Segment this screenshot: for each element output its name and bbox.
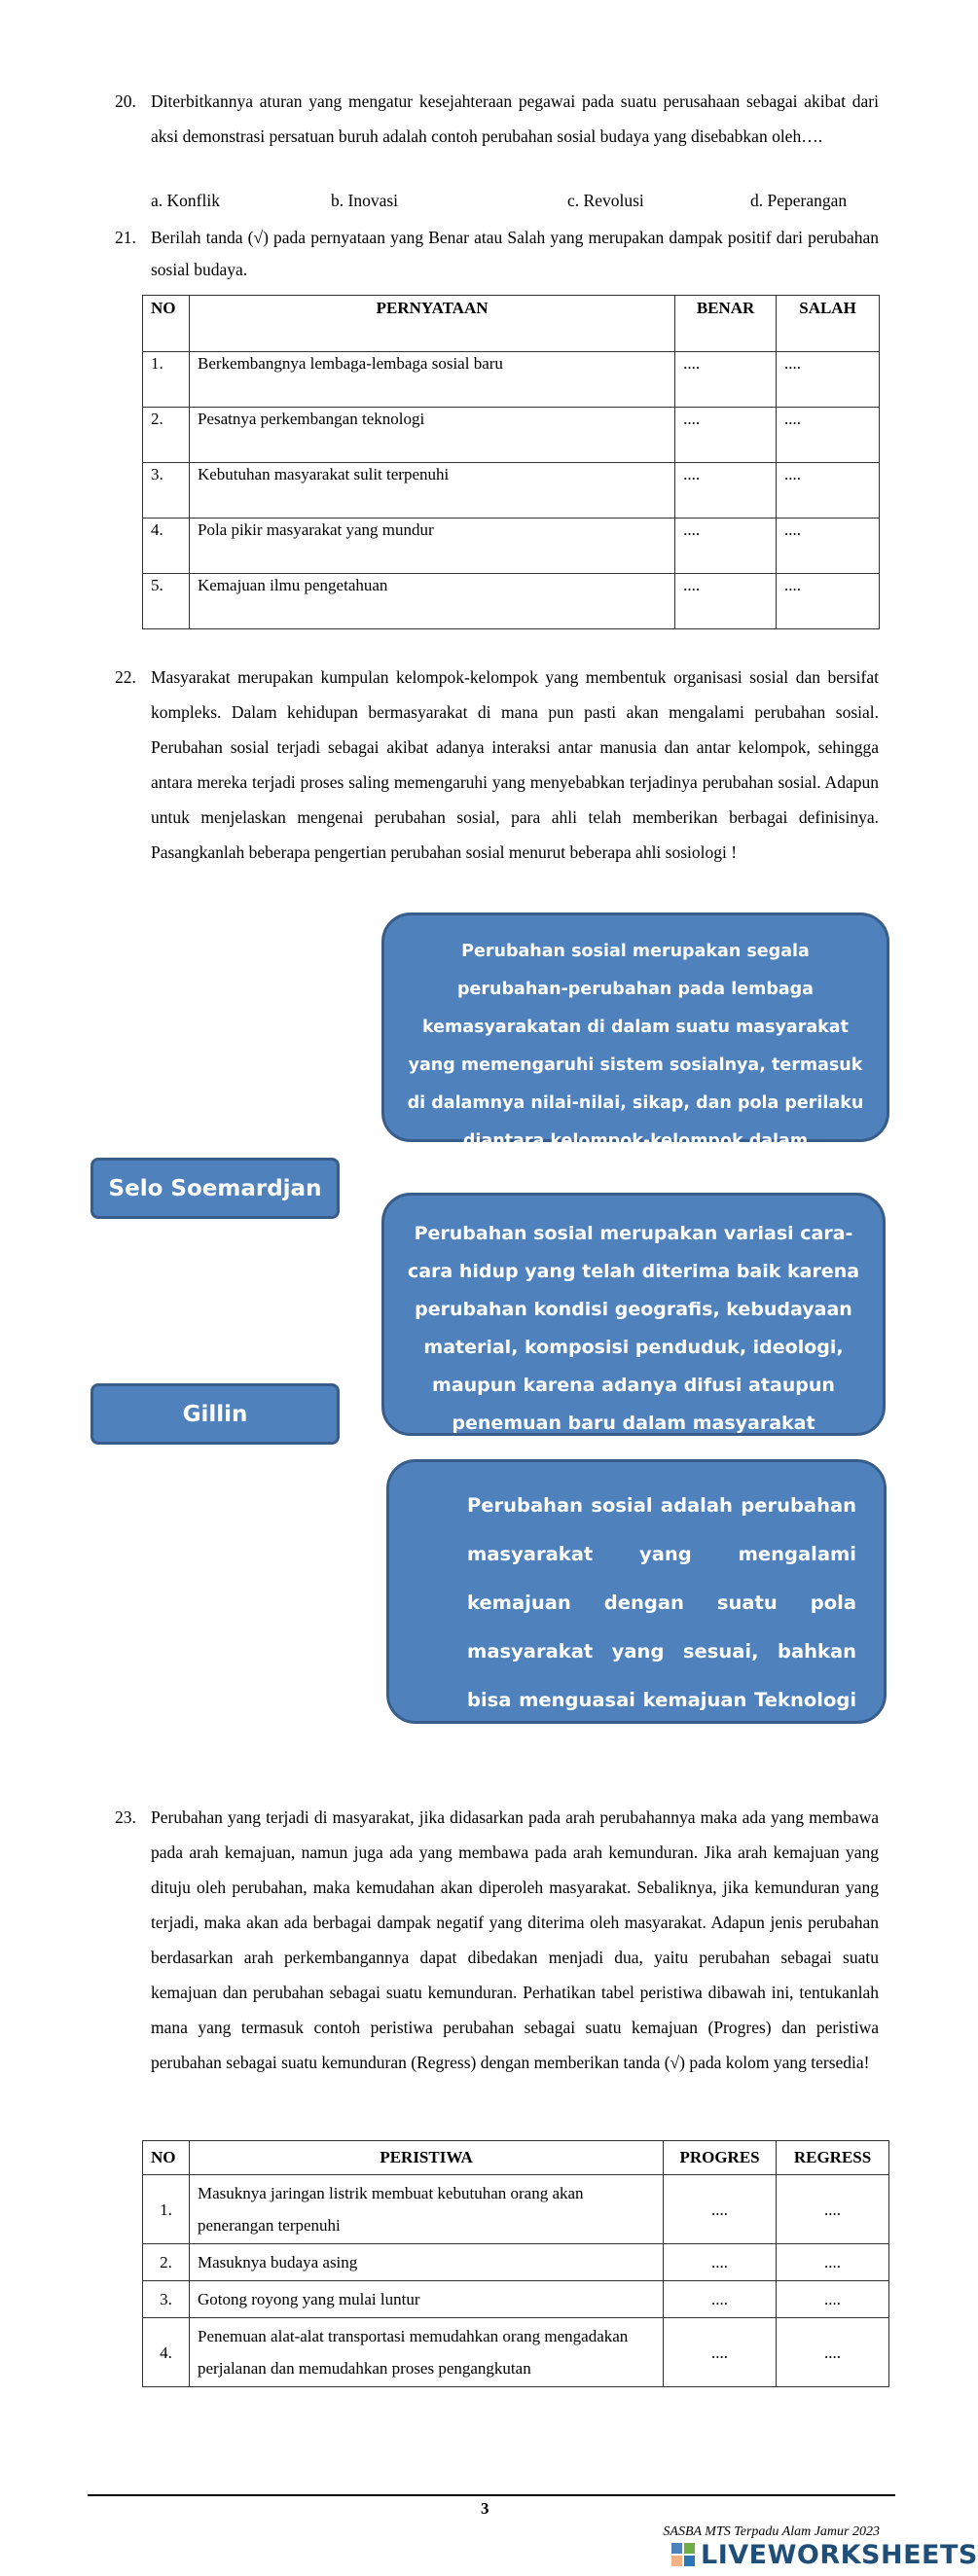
regress-answer-cell[interactable]: .... — [777, 2175, 889, 2244]
salah-answer-cell[interactable]: .... — [777, 352, 880, 408]
benar-answer-cell[interactable]: .... — [675, 519, 777, 574]
row-statement: Kebutuhan masyarakat sulit terpenuhi — [189, 463, 674, 519]
q20-number: 20. — [115, 91, 136, 111]
table-row — [143, 2281, 889, 2318]
salah-answer-cell[interactable]: .... — [777, 574, 880, 629]
q20-options — [151, 191, 879, 218]
definition-box-1[interactable]: Perubahan sosial merupakan segala perubahan-perubahan pada lembaga kemasyarakatan di dalam suatu masyarakat yang memengaruhi sistem sosialnya, termasuk di dalamnya nilai-nilai, sikap, dan pola perilaku diantara kelompok-kelompok dalam masyarakat. — [381, 912, 889, 1142]
salah-answer-cell[interactable]: .... — [777, 408, 880, 463]
definition-box-3[interactable]: Perubahan sosial adalah perubahan masyarakat yang mengalami kemajuan dengan suatu pola masyarakat yang sesuai, bahkan bisa menguasai kemajuan Teknologi dan menghindari bahaya — [386, 1459, 887, 1724]
logo-square-1 — [671, 2543, 682, 2554]
row-statement: Kemajuan ilmu pengetahuan — [189, 574, 674, 629]
liveworksheets-logo[interactable] — [671, 2540, 978, 2569]
row-event: Masuknya budaya asing — [189, 2244, 663, 2281]
salah-answer-cell[interactable]: .... — [777, 519, 880, 574]
expert-label-selo-soemardjan[interactable]: Selo Soemardjan — [91, 1158, 340, 1219]
row-no: 3. — [143, 2281, 190, 2318]
logo-square-4 — [684, 2556, 695, 2566]
table-row — [143, 408, 880, 463]
table-row — [143, 352, 880, 408]
q22-text: Masyarakat merupakan kumpulan kelompok-kelompok yang membentuk organisasi sosial dan bersifat kompleks. Dalam kehidupan bermasyarakat di mana pun pasti akan mengalami perubahan sosial. Perubahan sosial terjadi sebagai akibat adanya interaksi antar manusia dan antar kelompok, sehingga antara mereka terjadi proses saling memengaruhi yang menyebabkan terjadinya perubahan sosial. Adapun untuk menjelaskan mengenai perubahan sosial, para ahli telah memberikan berbagai definisinya. Pasangkanlah beberapa pengertian perubahan sosial menurut beberapa ahli sosiologi ! — [151, 667, 879, 862]
q21-statement-table — [142, 295, 880, 629]
progres-answer-cell[interactable]: .... — [664, 2281, 777, 2318]
liveworksheets-logo-icon — [671, 2543, 695, 2566]
q20-option-b[interactable]: b. Inovasi — [331, 191, 399, 210]
row-event: Penemuan alat-alat transportasi memudahkan orang mengadakan perjalanan dan memudahkan proses pengangkutan — [189, 2318, 663, 2387]
row-no: 5. — [143, 574, 190, 629]
header-regress: REGRESS — [777, 2141, 889, 2175]
q22-number: 22. — [115, 667, 136, 687]
liveworksheets-logo-text: LIVEWORKSHEETS — [701, 2539, 978, 2570]
row-no: 1. — [143, 2175, 190, 2244]
table-row — [143, 463, 880, 519]
benar-answer-cell[interactable]: .... — [675, 463, 777, 519]
row-no: 1. — [143, 352, 190, 408]
q23-number: 23. — [115, 1807, 136, 1827]
header-peristiwa: PERISTIWA — [189, 2141, 663, 2175]
q20-text: Diterbitkannya aturan yang mengatur kesejahteraan pegawai pada suatu perusahaan sebagai akibat dari aksi demonstrasi persatuan buruh adalah contoh perubahan sosial budaya yang disebabkan oleh…. — [151, 91, 879, 146]
header-salah: SALAH — [777, 296, 880, 352]
table-row — [143, 2318, 889, 2387]
header-benar: BENAR — [675, 296, 777, 352]
q21-text: Berilah tanda (√) pada pernyataan yang Benar atau Salah yang merupakan dampak positif dari perubahan sosial budaya. — [151, 228, 879, 279]
logo-square-3 — [671, 2556, 682, 2566]
row-no: 2. — [143, 2244, 190, 2281]
q20-option-a[interactable]: a. Konflik — [151, 191, 220, 210]
logo-square-2 — [684, 2543, 695, 2554]
table-header-row — [143, 2141, 889, 2175]
table-header-row — [143, 296, 880, 352]
q20-option-c[interactable]: c. Revolusi — [567, 191, 644, 210]
header-progres: PROGRES — [664, 2141, 777, 2175]
benar-answer-cell[interactable]: .... — [675, 352, 777, 408]
table-row — [143, 2244, 889, 2281]
progres-answer-cell[interactable]: .... — [664, 2244, 777, 2281]
regress-answer-cell[interactable]: .... — [777, 2244, 889, 2281]
table-row — [143, 519, 880, 574]
progres-answer-cell[interactable]: .... — [664, 2175, 777, 2244]
row-no: 4. — [143, 519, 190, 574]
row-no: 4. — [143, 2318, 190, 2387]
header-no: NO — [143, 296, 190, 352]
row-event: Masuknya jaringan listrik membuat kebutuhan orang akan penerangan terpenuhi — [189, 2175, 663, 2244]
row-no: 3. — [143, 463, 190, 519]
regress-answer-cell[interactable]: .... — [777, 2281, 889, 2318]
row-statement: Berkembangnya lembaga-lembaga sosial baru — [189, 352, 674, 408]
q20-option-d[interactable]: d. Peperangan — [750, 191, 848, 210]
expert-label-gillin[interactable]: Gillin — [91, 1383, 340, 1445]
benar-answer-cell[interactable]: .... — [675, 574, 777, 629]
row-no: 2. — [143, 408, 190, 463]
salah-answer-cell[interactable]: .... — [777, 463, 880, 519]
footer-school-text: SASBA MTS Terpadu Alam Jamur 2023 — [663, 2524, 880, 2539]
page-number: 3 — [481, 2499, 489, 2518]
row-statement: Pola pikir masyarakat yang mundur — [189, 519, 674, 574]
footer-divider — [88, 2494, 895, 2496]
table-row — [143, 574, 880, 629]
regress-answer-cell[interactable]: .... — [777, 2318, 889, 2387]
row-statement: Pesatnya perkembangan teknologi — [189, 408, 674, 463]
q21-number: 21. — [115, 228, 136, 247]
q23-text: Perubahan yang terjadi di masyarakat, jika didasarkan pada arah perubahannya maka ada yang membawa pada arah kemajuan, namun juga ada yang membawa pada arah kemunduran. Jika arah kemajuan yang dituju oleh perubahan, maka kemudahan akan diperoleh masyarakat. Sebaliknya, jika kemunduran yang terjadi, maka akan ada berbagai dampak negatif yang diterima oleh masyarakat. Adapun jenis perubahan berdasarkan arah perkembangannya dapat dibedakan menjadi dua, yaitu perubahan sebagai suatu kemajuan dan perubahan sebagai suatu kemunduran. Perhatikan tabel peristiwa dibawah ini, tentukanlah mana yang termasuk contoh peristiwa perubahan sebagai suatu kemajuan (Progres) dan peristiwa perubahan sebagai suatu kemunduran (Regress) dengan memberikan tanda (√) pada kolom yang tersedia! — [151, 1807, 879, 2072]
row-event: Gotong royong yang mulai luntur — [189, 2281, 663, 2318]
header-pernyataan: PERNYATAAN — [189, 296, 674, 352]
definition-box-2[interactable]: Perubahan sosial merupakan variasi cara-cara hidup yang telah diterima baik karena perubahan kondisi geografis, kebudayaan material, komposisi penduduk, ideologi, maupun karena adanya difusi ataupun penemuan baru dalam masyarakat — [381, 1193, 886, 1436]
q23-event-table — [142, 2140, 889, 2387]
benar-answer-cell[interactable]: .... — [675, 408, 777, 463]
table-row — [143, 2175, 889, 2244]
progres-answer-cell[interactable]: .... — [664, 2318, 777, 2387]
header-no: NO — [143, 2141, 190, 2175]
